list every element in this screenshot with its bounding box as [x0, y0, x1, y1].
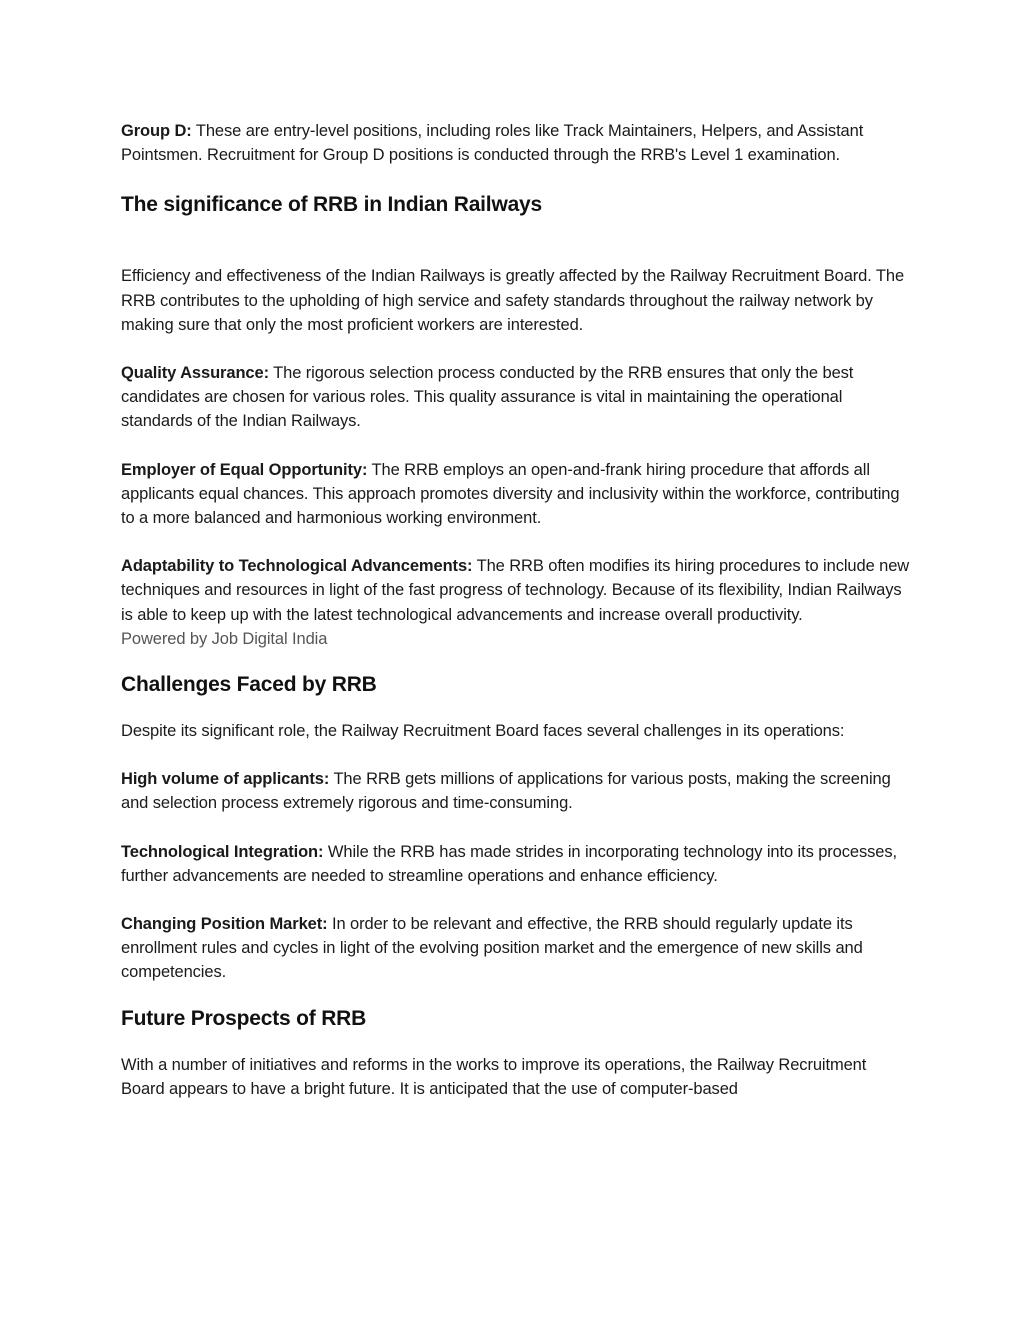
equal-opportunity-paragraph [121, 458, 911, 531]
high-volume-term: High volume of applicants: [121, 770, 330, 789]
quality-assurance-paragraph [121, 361, 911, 434]
high-volume-paragraph [121, 767, 911, 815]
changing-market-term: Changing Position Market: [121, 915, 328, 934]
equal-opportunity-text: The RRB employs an open-and-frank hiring procedure that affords all applicants equal chances. This approach promotes diversity and inclusivity within the workforce, contributing to a more balanced and harmonious working environment. [121, 460, 900, 528]
tech-integration-text: While the RRB has made strides in incorporating technology into its processes, further advancements are needed to streamline operations and enhance efficiency. [121, 842, 897, 885]
changing-market-paragraph [121, 912, 911, 985]
challenges-intro: Despite its significant role, the Railway Recruitment Board faces several challenges in its operations: [121, 722, 845, 741]
significance-intro: Efficiency and effectiveness of the Indian Railways is greatly affected by the Railway Recruitment Board. The RRB contributes to the upholding of high service and safety standards throughout the railway network by making sure that only the most proficient workers are interested. [121, 267, 905, 334]
changing-market-text: In order to be relevant and effective, the RRB should regularly update its enrollment rules and cycles in light of the evolving position market and the emergence of new skills and competencies. [121, 915, 863, 982]
group-d-term: Group D: [121, 122, 192, 140]
quality-assurance-text: The rigorous selection process conducted by the RRB ensures that only the best candidates are chosen for various roles. This quality assurance is vital in maintaining the operational standards of the Indian Railways. [121, 364, 854, 431]
powered-by-text: Powered by Job Digital India [121, 629, 328, 648]
document-page [121, 119, 911, 1101]
group-d-text: These are entry-level positions, including roles like Track Maintainers, Helpers, and Assistant Pointsmen. Recruitment for Group D positions is conducted through the RRB's Level 1 examination. [121, 122, 864, 165]
tech-adaptability-text: The RRB often modifies its hiring procedures to include new techniques and resources in light of the fast progress of technology. Because of its flexibility, Indian Railways is able to keep up with the latest technological advancements and increase overall productivity. [121, 557, 910, 624]
tech-adaptability-paragraph [121, 554, 911, 627]
tech-integration-term: Technological Integration: [121, 842, 324, 861]
future-heading: Future Prospects of RRB [121, 1006, 367, 1030]
tech-adaptability-term: Adaptability to Technological Advancements: [121, 557, 473, 576]
future-intro: With a number of initiatives and reforms in the works to improve its operations, the Railway Recruitment Board appears to have a bright future. It is anticipated that the use of computer-based [121, 1055, 867, 1098]
challenges-heading: Challenges Faced by RRB [121, 673, 377, 697]
equal-opportunity-term: Employer of Equal Opportunity: [121, 460, 368, 479]
significance-heading: The significance of RRB in Indian Railways [121, 193, 543, 217]
quality-assurance-term: Quality Assurance: [121, 364, 269, 383]
tech-integration-paragraph [121, 840, 911, 888]
high-volume-text: The RRB gets millions of applications for various posts, making the screening and selection process extremely rigorous and time-consuming. [121, 770, 891, 813]
group-d-paragraph [121, 119, 911, 167]
